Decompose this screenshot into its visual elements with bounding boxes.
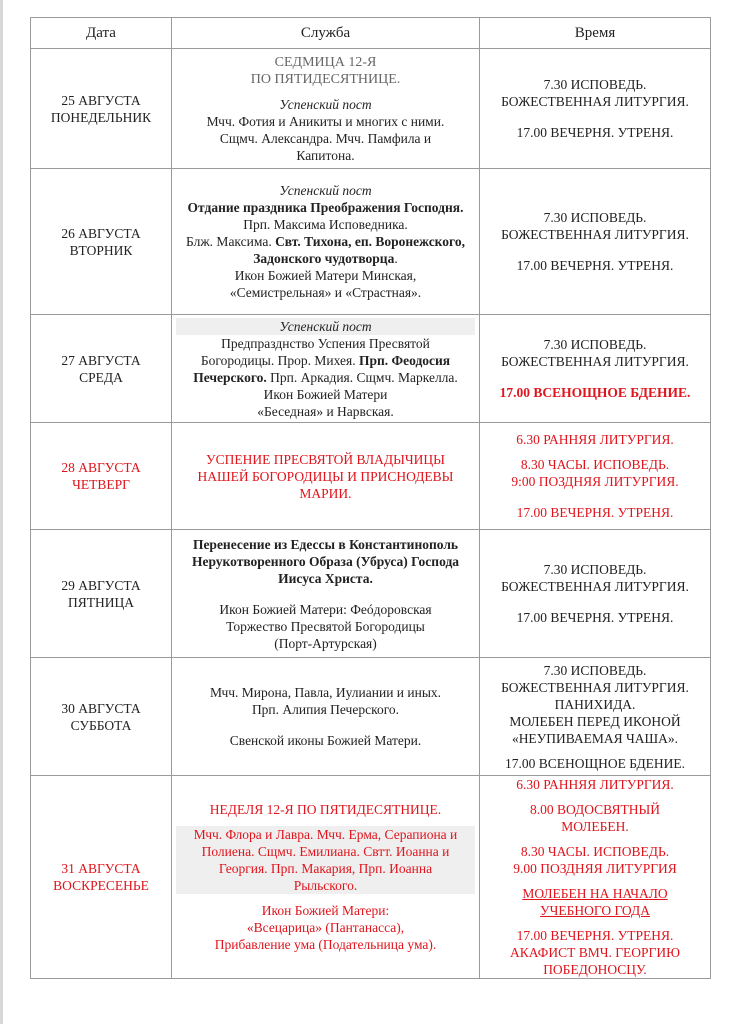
feast-line: Иисуса Христа.	[278, 570, 373, 586]
time-line: 17.00 ВЕЧЕРНЯ. УТРЕНЯ.	[516, 928, 674, 943]
time-cell	[480, 658, 711, 776]
saints-text: Прп. Аркадия. Сщмч. Маркелла.	[266, 369, 458, 385]
icons-line: Икон Божией Матери:	[261, 903, 390, 918]
date-day: 31 АВГУСТА	[61, 861, 141, 876]
date-cell	[31, 49, 172, 169]
time-cell	[480, 423, 711, 530]
saints-line: Прп. Алипия Печерского.	[251, 702, 400, 717]
date-weekday: ПОНЕДЕЛЬНИК	[50, 109, 152, 125]
table-row	[31, 658, 711, 776]
time-line: БОЖЕСТВЕННАЯ ЛИТУРГИЯ.	[501, 579, 689, 594]
time-line: ПАНИХИДА.	[554, 696, 636, 712]
date-cell	[31, 658, 172, 776]
header-time: Время	[480, 18, 711, 49]
time-line: 7.30 ИСПОВЕДЬ.	[543, 337, 647, 352]
time-line: 17.00 ВЕЧЕРНЯ. УТРЕНЯ.	[516, 258, 674, 273]
schedule-table	[30, 17, 711, 979]
date-weekday: СРЕДА	[79, 369, 123, 385]
icons-line: (Порт-Артурская)	[274, 635, 377, 651]
time-line: 6.30 РАННЯЯ ЛИТУРГИЯ.	[516, 777, 674, 792]
header-service: Служба	[172, 18, 480, 49]
date-cell	[31, 530, 172, 658]
table-row	[31, 776, 711, 979]
date-day: 26 АВГУСТА	[61, 225, 141, 241]
saints-text: Блж. Максима.	[186, 234, 276, 249]
table-row	[31, 530, 711, 658]
service-cell	[172, 169, 480, 315]
date-cell	[31, 423, 172, 530]
service-cell	[172, 530, 480, 658]
icons-line: Икон Божией Матери Минская,	[234, 268, 417, 283]
time-line: АКАФИСТ ВМЧ. ГЕОРГИЮ	[510, 945, 680, 960]
date-day: 25 АВГУСТА	[61, 92, 141, 108]
time-cell	[480, 315, 711, 423]
time-cell	[480, 49, 711, 169]
table-row	[31, 49, 711, 169]
time-line: ПОБЕДОНОСЦУ.	[543, 962, 647, 977]
saints-line	[176, 250, 475, 267]
date-cell	[31, 776, 172, 979]
time-line: БОЖЕСТВЕННАЯ ЛИТУРГИЯ.	[501, 94, 689, 109]
time-line: БОЖЕСТВЕННАЯ ЛИТУРГИЯ.	[501, 354, 689, 369]
saints-text-bold: Прп. Феодосия	[358, 352, 451, 368]
time-line: 17.00 ВЕЧЕРНЯ. УТРЕНЯ.	[516, 610, 674, 625]
feast-line: Отдание праздника Преображения Господня.	[187, 200, 464, 215]
time-line: 17.00 ВЕЧЕРНЯ. УТРЕНЯ.	[516, 125, 674, 140]
saints-line: Прп. Максима Исповедника.	[243, 217, 408, 232]
time-line: 7.30 ИСПОВЕДЬ.	[543, 562, 647, 577]
date-weekday: ВОСКРЕСЕНЬЕ	[53, 878, 149, 893]
service-cell	[172, 49, 480, 169]
time-line: 9:00 ПОЗДНЯЯ ЛИТУРГИЯ.	[511, 474, 679, 489]
time-line: 7.30 ИСПОВЕДЬ.	[543, 662, 647, 678]
table-header-row	[31, 18, 711, 49]
saints-line: Рыльского.	[293, 878, 358, 893]
week-title: НЕДЕЛЯ 12-Я ПО ПЯТИДЕСЯТНИЦЕ.	[209, 802, 442, 817]
time-cell	[480, 530, 711, 658]
fast-label: Успенский пост	[279, 96, 372, 112]
saints-line: Мчч. Фотия и Аникиты и многих с ними.	[206, 113, 445, 129]
time-line: 7.30 ИСПОВЕДЬ.	[543, 77, 647, 92]
service-cell	[172, 658, 480, 776]
time-cell	[480, 169, 711, 315]
week-title: ПО ПЯТИДЕСЯТНИЦЕ.	[250, 71, 401, 87]
saints-block	[176, 826, 475, 894]
saints-text: .	[394, 251, 398, 266]
feast-line: Перенесение из Едессы в Константинополь	[192, 536, 459, 552]
saints-text-bold: Задонского чудотворца	[253, 251, 395, 266]
table-row	[31, 315, 711, 423]
saints-line: Капитона.	[296, 147, 355, 163]
date-day: 30 АВГУСТА	[61, 700, 141, 716]
icons-line: Прибавление ума (Подательница ума).	[214, 937, 437, 952]
time-line: 17.00 ВСЕНОЩНОЕ БДЕНИЕ.	[504, 755, 686, 771]
time-cell	[480, 776, 711, 979]
date-weekday: ЧЕТВЕРГ	[72, 477, 130, 492]
date-day: 28 АВГУСТА	[61, 460, 141, 475]
service-cell	[172, 776, 480, 979]
icons-line: «Семистрельная» и «Страстная».	[229, 285, 422, 300]
feast-line: МАРИИ.	[299, 485, 352, 501]
icons-line: «Всецарица» (Пантанасса),	[246, 920, 405, 935]
feast-line: УСПЕНИЕ ПРЕСВЯТОЙ ВЛАДЫЧИЦЫ	[206, 451, 445, 467]
table-row	[31, 169, 711, 315]
feast-line: НАШЕЙ БОГОРОДИЦЫ И ПРИСНОДЕВЫ	[197, 468, 454, 484]
saints-text-bold: Свт. Тихона, еп. Воронежского,	[275, 234, 465, 249]
saints-text: Богородицы. Прор. Михея.	[200, 352, 359, 368]
service-cell	[172, 423, 480, 530]
icons-line: Торжество Пресвятой Богородицы	[226, 618, 425, 634]
feast-line: Нерукотворенного Образа (Убруса) Господа	[191, 553, 460, 569]
icons-line: Свенской иконы Божией Матери.	[229, 733, 422, 748]
time-line: МОЛЕБЕН ПЕРЕД ИКОНОЙ	[509, 713, 681, 729]
header-date: Дата	[31, 18, 172, 49]
time-line: 7.30 ИСПОВЕДЬ.	[543, 210, 647, 225]
saints-line	[176, 369, 475, 386]
saints-line: Георгия. Прп. Макария, Прп. Иоанна	[218, 861, 433, 876]
page-edge	[0, 0, 3, 1024]
date-cell	[31, 169, 172, 315]
fast-label: Успенский пост	[279, 183, 372, 198]
saints-line: Сщмч. Александра. Мчч. Памфила и	[219, 130, 432, 146]
date-day: 29 АВГУСТА	[61, 577, 141, 593]
table-row	[31, 423, 711, 530]
service-cell	[172, 315, 480, 423]
saints-line: Предпразднство Успения Пресвятой	[221, 335, 430, 351]
icons-line: Икон Божией Матери: Феóдоровская	[219, 601, 432, 617]
saints-text-bold: Печерского.	[193, 369, 267, 385]
icons-line: Икон Божией Матери	[263, 386, 388, 402]
time-line: МОЛЕБЕН.	[561, 819, 629, 834]
time-line: 9.00 ПОЗДНЯЯ ЛИТУРГИЯ	[513, 861, 677, 876]
date-weekday: ПЯТНИЦА	[68, 594, 134, 610]
fast-label: Успенский пост	[176, 318, 475, 335]
time-line: «НЕУПИВАЕМАЯ ЧАША».	[511, 730, 679, 746]
time-line: БОЖЕСТВЕННАЯ ЛИТУРГИЯ.	[501, 679, 689, 695]
week-title: СЕДМИЦА 12-Я	[274, 54, 377, 70]
date-weekday: ВТОРНИК	[69, 242, 133, 258]
time-line: БОЖЕСТВЕННАЯ ЛИТУРГИЯ.	[501, 227, 689, 242]
icons-line: «Беседная» и Нарвская.	[257, 403, 394, 419]
saints-line	[176, 233, 475, 250]
time-line: 8.30 ЧАСЫ. ИСПОВЕДЬ.	[520, 457, 670, 472]
time-line: 17.00 ВЕЧЕРНЯ. УТРЕНЯ.	[516, 505, 674, 520]
saints-line	[176, 352, 475, 369]
saints-line: Мчч. Флора и Лавра. Мчч. Ерма, Серапиона и	[193, 827, 458, 842]
time-line: УЧЕБНОГО ГОДА	[540, 903, 650, 918]
time-line: 8.00 ВОДОСВЯТНЫЙ	[529, 802, 661, 817]
date-day: 27 АВГУСТА	[61, 352, 141, 368]
time-line: 17.00 ВСЕНОЩНОЕ БДЕНИЕ.	[499, 385, 691, 400]
saints-line: Полиена. Сщмч. Емилиана. Свтт. Иоанна и	[201, 844, 450, 859]
date-cell	[31, 315, 172, 423]
date-weekday: СУББОТА	[70, 717, 132, 733]
time-line: МОЛЕБЕН НА НАЧАЛО	[522, 886, 668, 901]
time-line: 8.30 ЧАСЫ. ИСПОВЕДЬ.	[520, 844, 670, 859]
saints-line: Мчч. Мирона, Павла, Иулиании и иных.	[209, 685, 442, 700]
time-line: 6.30 РАННЯЯ ЛИТУРГИЯ.	[516, 432, 674, 447]
